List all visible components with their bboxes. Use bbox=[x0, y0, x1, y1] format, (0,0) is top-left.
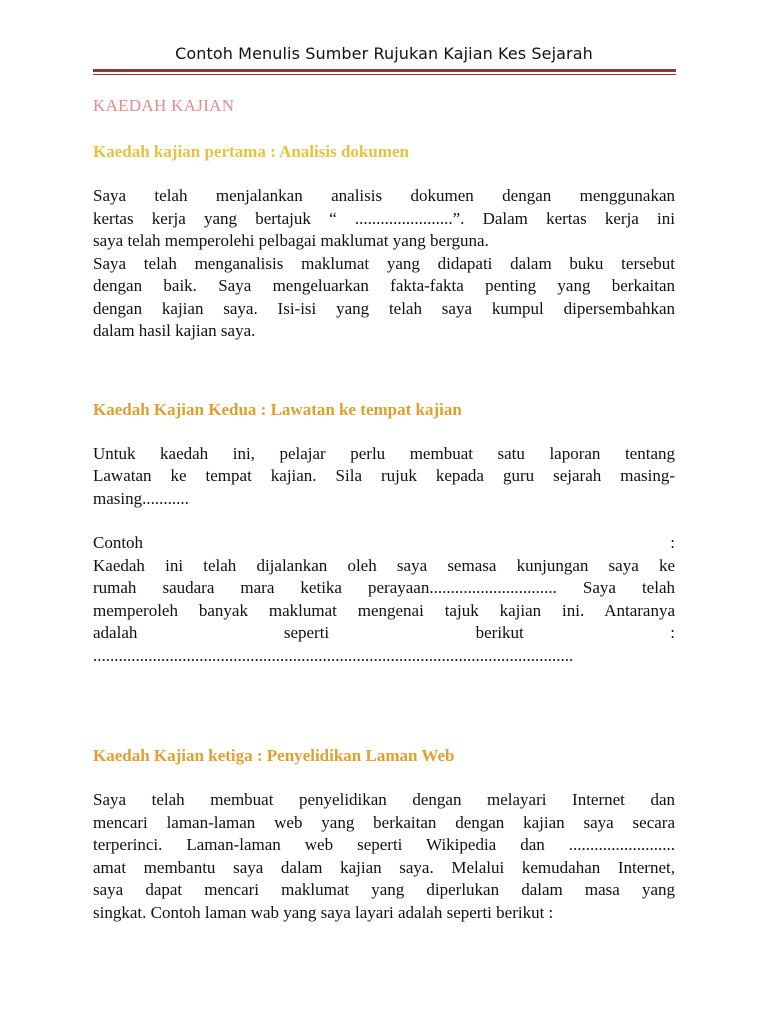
method-3-para-1-line-4: amat membantu saya dalam kajian saya. Melalui kemudahan Internet, bbox=[93, 857, 675, 877]
method-1-para-2-line-1: Saya telah menganalisis maklumat yang didapati dalam buku tersebut bbox=[93, 253, 675, 273]
method-2-para-1-line-3: masing........... bbox=[93, 488, 189, 508]
method-2-para-1-line-1: Untuk kaedah ini, pelajar perlu membuat satu laporan tentang bbox=[93, 443, 675, 463]
method-2-example-line-5: adalah seperti berikut : bbox=[93, 623, 675, 642]
method-3-para-1-line-1: Saya telah membuat penyelidikan dengan melayari Internet dan bbox=[93, 790, 675, 809]
header-rule-thick bbox=[93, 69, 676, 72]
method-1-para-2-line-3: dengan kajian saya. Isi-isi yang telah saya kumpul dipersembahkan bbox=[93, 298, 675, 318]
method-2-example-line-3: rumah saudara mara ketika perayaan.............................. Saya telah bbox=[93, 578, 675, 597]
method-2-example-line-1: Contoh : bbox=[93, 533, 675, 552]
method-3-para-1-line-5: saya dapat mencari maklumat yang diperlukan dalam masa yang bbox=[93, 880, 675, 899]
method-1-heading: Kaedah kajian pertama : Analisis dokumen bbox=[93, 142, 409, 161]
method-2-example-line-4: memperoleh banyak maklumat mengenai tajuk kajian ini. Antaranya bbox=[93, 600, 675, 620]
method-1-para-2-line-4: dalam hasil kajian saya. bbox=[93, 321, 256, 340]
method-1-para-1-line-2: kertas kerja yang bertajuk “ .......................”. Dalam kertas kerja ini bbox=[93, 208, 675, 228]
header-rule-thin bbox=[93, 74, 676, 75]
method-2-example-line-2: Kaedah ini telah dijalankan oleh saya semasa kunjungan saya ke bbox=[93, 555, 675, 575]
page-header-title: Contoh Menulis Sumber Rujukan Kajian Kes Sejarah bbox=[175, 44, 593, 63]
method-3-para-1-line-2: mencari laman-laman web yang berkaitan dengan kajian saya secara bbox=[93, 812, 675, 832]
method-2-heading: Kaedah Kajian Kedua : Lawatan ke tempat kajian bbox=[93, 399, 462, 419]
method-3-para-1-line-6: singkat. Contoh laman wab yang saya layari adalah seperti berikut : bbox=[93, 902, 554, 922]
method-3-para-1-line-3: terperinci. Laman-laman web seperti Wikipedia dan ......................... bbox=[93, 835, 675, 854]
method-3-heading: Kaedah Kajian ketiga : Penyelidikan Laman Web bbox=[93, 746, 455, 765]
method-2-para-1-line-2: Lawatan ke tempat kajian. Sila rujuk kepada guru sejarah masing- bbox=[93, 466, 675, 485]
section-heading: KAEDAH KAJIAN bbox=[93, 96, 235, 115]
method-2-example-line-6: ................................................................................................................. bbox=[93, 645, 574, 665]
method-1-para-1-line-1: Saya telah menjalankan analisis dokumen dengan menggunakan bbox=[93, 186, 675, 205]
method-1-para-2-line-2: dengan baik. Saya mengeluarkan fakta-fakta penting yang berkaitan bbox=[93, 276, 675, 295]
method-1-para-1-line-3: saya telah memperolehi pelbagai maklumat yang berguna. bbox=[93, 231, 489, 250]
document-body bbox=[93, 94, 675, 924]
